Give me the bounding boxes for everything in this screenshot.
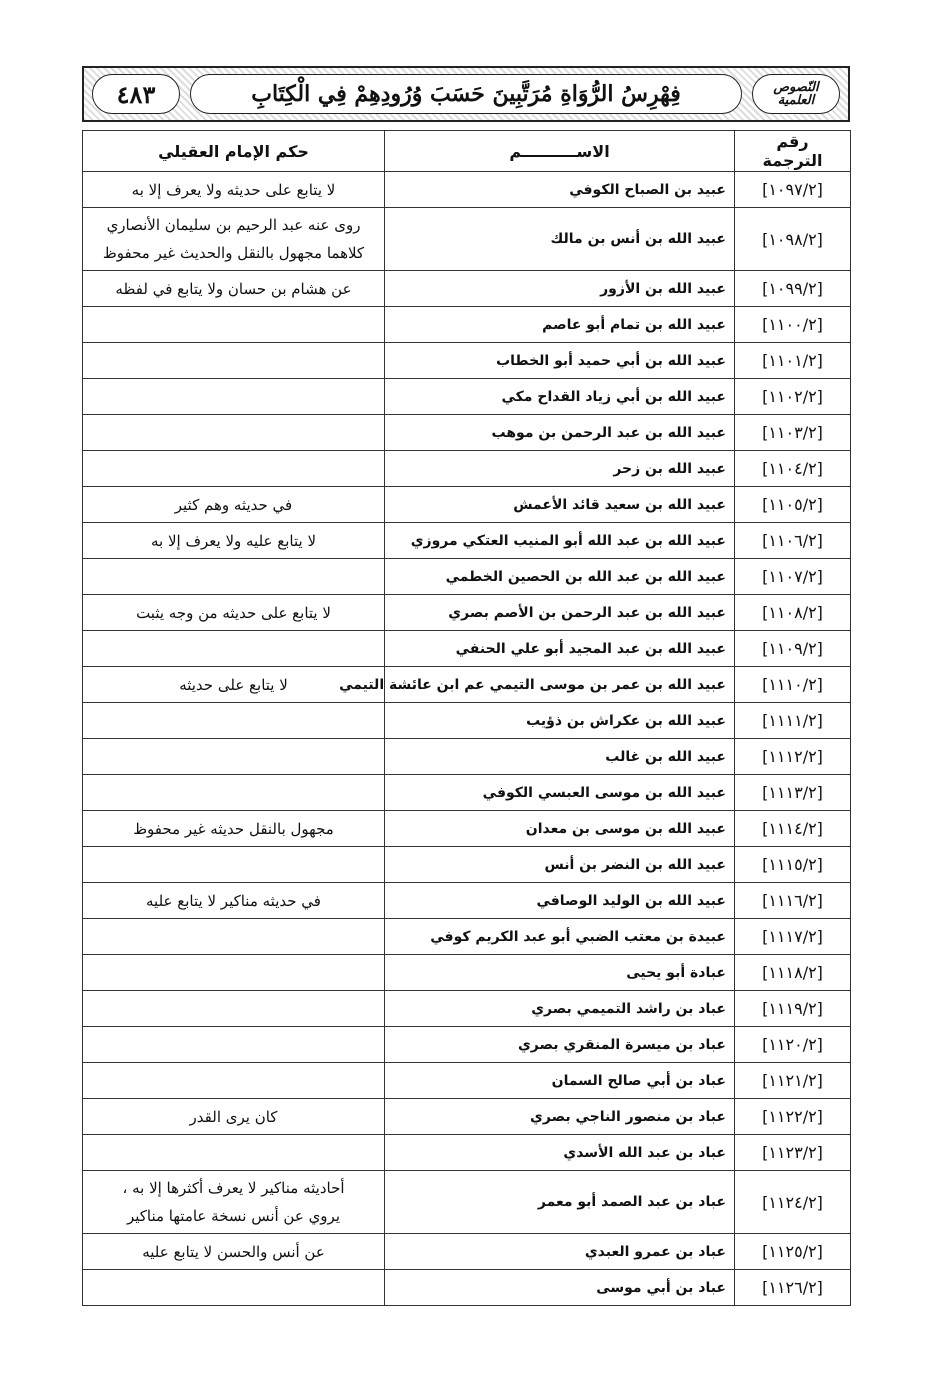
- narrator-name: عباد بن أبي صالح السمان: [385, 1063, 735, 1099]
- entry-number: [١١٠٠/٢]: [735, 307, 851, 343]
- verdict-cell: [83, 847, 385, 883]
- table-row: [83, 1270, 851, 1306]
- verdict-line-1: لا يتابع على حديثه ولا يعرف إلا به: [131, 180, 336, 199]
- verdict-cell: [83, 523, 385, 559]
- table-body: [83, 172, 851, 1306]
- table-row: [83, 1234, 851, 1270]
- table-row: [83, 451, 851, 487]
- entry-number: [١١١٨/٢]: [735, 955, 851, 991]
- header-name: الاســــــــــم: [385, 131, 735, 172]
- verdict-cell: [83, 1063, 385, 1099]
- table-row: [83, 595, 851, 631]
- entry-number: [١١١٤/٢]: [735, 811, 851, 847]
- narrators-table: [82, 130, 851, 1306]
- verdict-cell: [83, 271, 385, 307]
- narrator-name: عبيد الله بن موسى العبسي الكوفي: [385, 775, 735, 811]
- verdict-line-1: مجهول بالنقل حديثه غير محفوظ: [133, 819, 334, 838]
- verdict-line-1: كان يرى القدر: [189, 1107, 278, 1126]
- entry-number: [١٠٩٨/٢]: [735, 208, 851, 271]
- entry-number: [١١١٩/٢]: [735, 991, 851, 1027]
- page-number: ٤٨٣: [116, 79, 156, 109]
- entry-number: [١١١٣/٢]: [735, 775, 851, 811]
- table-row: [83, 271, 851, 307]
- table-row: [83, 1099, 851, 1135]
- entry-number: [١١٠٥/٢]: [735, 487, 851, 523]
- table-row: [83, 883, 851, 919]
- entry-number: [١١١١/٢]: [735, 703, 851, 739]
- table-row: [83, 739, 851, 775]
- entry-number: [١١١٧/٢]: [735, 919, 851, 955]
- entry-number: [١١٢٤/٢]: [735, 1171, 851, 1234]
- verdict-cell: [83, 955, 385, 991]
- verdict-cell: [83, 559, 385, 595]
- verdict-line-1: لا يتابع عليه ولا يعرف إلا به: [150, 531, 317, 550]
- verdict-cell: [83, 172, 385, 208]
- table-row: [83, 955, 851, 991]
- verdict-cell: [83, 1270, 385, 1306]
- verdict-cell: [83, 739, 385, 775]
- table-row: [83, 991, 851, 1027]
- page-number-frame: [92, 74, 180, 114]
- table-row: [83, 343, 851, 379]
- table-row: [83, 847, 851, 883]
- verdict-cell: [83, 883, 385, 919]
- narrator-name: عباد بن عبد الله الأسدي: [385, 1135, 735, 1171]
- table-row: [83, 379, 851, 415]
- narrator-name: عبيد الله بن تمام أبو عاصم: [385, 307, 735, 343]
- table-row: [83, 487, 851, 523]
- entry-number: [١١١٢/٢]: [735, 739, 851, 775]
- table-row: [83, 307, 851, 343]
- verdict-cell: [83, 415, 385, 451]
- table-row: [83, 523, 851, 559]
- narrator-name: عبادة أبو يحيى: [385, 955, 735, 991]
- verdict-line-1: روى عنه عبد الرحيم بن سليمان الأنصاري: [106, 216, 361, 234]
- narrator-name: عبيد الله بن زحر: [385, 451, 735, 487]
- narrator-name: عباد بن عبد الصمد أبو معمر: [385, 1171, 735, 1234]
- verdict-line-1: أحاديثه مناكير لا يعرف أكثرها إلا به ،: [122, 1179, 345, 1197]
- verdict-cell: [83, 991, 385, 1027]
- verdict-cell: [83, 1135, 385, 1171]
- verdict-line-2: كلاهما مجهول بالنقل والحديث غير محفوظ: [102, 244, 365, 262]
- narrator-name: عبيد الله بن عبد الله بن الحصين الخطمي: [385, 559, 735, 595]
- entry-number: [١١٢٠/٢]: [735, 1027, 851, 1063]
- narrator-name: عباد بن منصور الناجي بصري: [385, 1099, 735, 1135]
- narrator-name: عبيد الله بن النضر بن أنس: [385, 847, 735, 883]
- table-row: [83, 559, 851, 595]
- narrator-name: عبيد الله بن الوليد الوصافي: [385, 883, 735, 919]
- verdict-cell: [83, 631, 385, 667]
- table-row: [83, 172, 851, 208]
- entry-number: [١١٠٣/٢]: [735, 415, 851, 451]
- logo-line-1: النّصوص: [773, 80, 819, 95]
- verdict-line-1: عن هشام بن حسان ولا يتابع في لفظه: [115, 279, 352, 298]
- header-number: رقم الترجمة: [735, 131, 851, 172]
- verdict-cell: [83, 379, 385, 415]
- narrator-name: عبيد الله بن عبد الرحمن بن الأصم بصري: [385, 595, 735, 631]
- verdict-cell: [83, 1099, 385, 1135]
- table-row: [83, 631, 851, 667]
- entry-number: [١١١٠/٢]: [735, 667, 851, 703]
- table-row: [83, 1027, 851, 1063]
- table-row: [83, 667, 851, 703]
- table-row: [83, 811, 851, 847]
- verdict-cell: [83, 451, 385, 487]
- verdict-cell: [83, 208, 385, 271]
- entry-number: [١١٢٥/٢]: [735, 1234, 851, 1270]
- narrator-name: عبيد الله بن أبي زياد القداح مكي: [385, 379, 735, 415]
- narrator-name: عبيد الله بن عبد الرحمن بن موهب: [385, 415, 735, 451]
- narrator-name: عبيد الله بن غالب: [385, 739, 735, 775]
- table-row: [83, 775, 851, 811]
- narrator-name: عبيد الله بن عمر بن موسى التيمي عم ابن عائشة التيمي: [385, 667, 735, 703]
- verdict-cell: [83, 703, 385, 739]
- verdict-cell: [83, 595, 385, 631]
- entry-number: [١١١٦/٢]: [735, 883, 851, 919]
- entry-number: [١١٢١/٢]: [735, 1063, 851, 1099]
- header-verdict: حكم الإمام العقيلي: [83, 131, 385, 172]
- table-row: [83, 1063, 851, 1099]
- entry-number: [١١٢٦/٢]: [735, 1270, 851, 1306]
- narrator-name: عبيد بن الصباح الكوفي: [385, 172, 735, 208]
- entry-number: [١١٠٦/٢]: [735, 523, 851, 559]
- table-row: [83, 703, 851, 739]
- verdict-cell: [83, 1234, 385, 1270]
- narrator-name: عباد بن ميسرة المنقري بصري: [385, 1027, 735, 1063]
- narrator-name: عبيد الله بن موسى بن معدان: [385, 811, 735, 847]
- narrator-name: عباد بن أبي موسى: [385, 1270, 735, 1306]
- entry-number: [١١٠١/٢]: [735, 343, 851, 379]
- header-title-frame: [190, 74, 742, 114]
- entry-number: [١١٠٢/٢]: [735, 379, 851, 415]
- entry-number: [١١٢٣/٢]: [735, 1135, 851, 1171]
- narrator-name: عباد بن عمرو العبدي: [385, 1234, 735, 1270]
- verdict-cell: [83, 487, 385, 523]
- verdict-cell: [83, 919, 385, 955]
- table-row: [83, 919, 851, 955]
- narrator-name: عباد بن راشد التميمي بصري: [385, 991, 735, 1027]
- entry-number: [١١٠٧/٢]: [735, 559, 851, 595]
- table-header-row: [83, 131, 851, 172]
- verdict-line-1: لا يتابع على حديثه من وجه يثبت: [136, 603, 331, 622]
- narrator-name: عبيد الله بن عكراش بن ذؤيب: [385, 703, 735, 739]
- entry-number: [١١٢٢/٢]: [735, 1099, 851, 1135]
- page-header: [82, 66, 850, 122]
- entry-number: [١١٠٤/٢]: [735, 451, 851, 487]
- verdict-cell: [83, 307, 385, 343]
- entry-number: [١١٠٩/٢]: [735, 631, 851, 667]
- verdict-cell: [83, 775, 385, 811]
- verdict-line-1: في حديثه وهم كثير: [174, 495, 293, 514]
- verdict-cell: [83, 343, 385, 379]
- narrator-name: عبيد الله بن سعيد قائد الأعمش: [385, 487, 735, 523]
- page-title: فِهْرِسُ الرُّوَاةِ مُرَتَّبِينَ حَسَبَ وُرُودِهِمْ فِي الْكِتَابِ: [251, 81, 681, 107]
- narrator-name: عبيد الله بن الأزور: [385, 271, 735, 307]
- narrator-name: عبيد الله بن أبي حميد أبو الخطاب: [385, 343, 735, 379]
- table-row: [83, 415, 851, 451]
- entry-number: [١٠٩٩/٢]: [735, 271, 851, 307]
- table-row: [83, 208, 851, 271]
- logo-line-2: العلمية: [777, 93, 815, 108]
- narrator-name: عبيد الله بن عبد الله أبو المنيب العتكي مروزي: [385, 523, 735, 559]
- verdict-cell: [83, 1171, 385, 1234]
- verdict-line-2: يروي عن أنس نسخة عامتها مناكير: [126, 1207, 341, 1225]
- table-row: [83, 1171, 851, 1234]
- publisher-logo: [752, 74, 840, 114]
- verdict-line-1: في حديثه مناكير لا يتابع عليه: [146, 891, 321, 910]
- narrator-name: عبيد الله بن عبد المجيد أبو علي الحنفي: [385, 631, 735, 667]
- document-page: [82, 66, 850, 1306]
- entry-number: [١٠٩٧/٢]: [735, 172, 851, 208]
- table-row: [83, 1135, 851, 1171]
- verdict-line-1: عن أنس والحسن لا يتابع عليه: [142, 1242, 325, 1261]
- entry-number: [١١١٥/٢]: [735, 847, 851, 883]
- verdict-cell: [83, 811, 385, 847]
- narrator-name: عبيدة بن معتب الضبي أبو عبد الكريم كوفي: [385, 919, 735, 955]
- entry-number: [١١٠٨/٢]: [735, 595, 851, 631]
- narrator-name: عبيد الله بن أنس بن مالك: [385, 208, 735, 271]
- verdict-line-1: لا يتابع على حديثه: [179, 675, 288, 694]
- verdict-cell: [83, 1027, 385, 1063]
